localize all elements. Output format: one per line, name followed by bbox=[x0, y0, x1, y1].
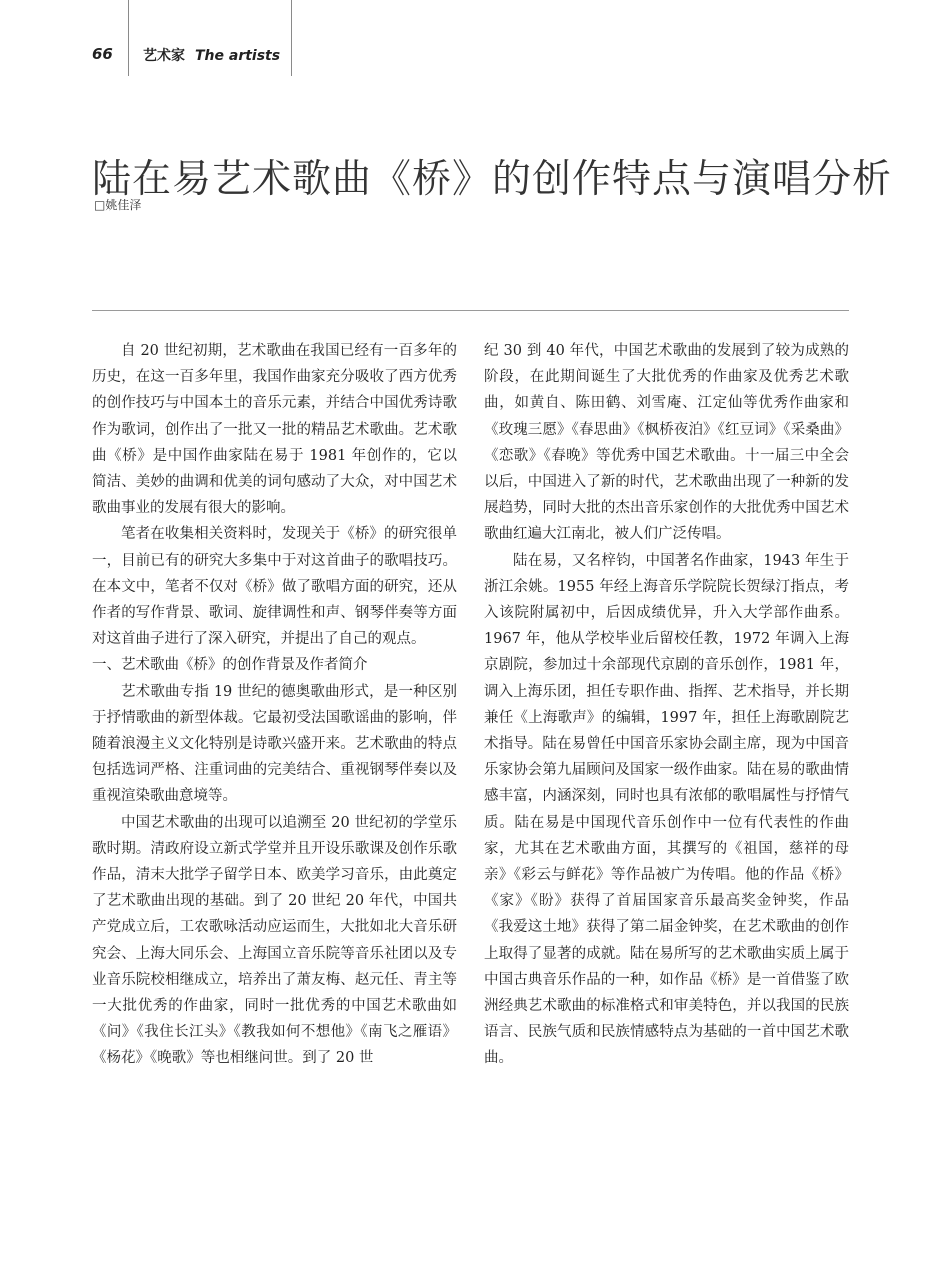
paragraph: 中国艺术歌曲的出现可以追溯至 20 世纪初的学堂乐歌时期。清政府设立新式学堂并且开设乐歌课及创作乐歌作品，清末大批学子留学日本、欧美学习音乐，由此奠定了艺术歌曲出现的基础。到了 20 世纪 20 年代，中国共产党成立后，工农歌咏活动应运而生，大批如北大音乐研究会、上海大同乐会、上海国立音乐院等音乐社团以及专业音乐院校相继成立，培养出了萧友梅、赵元任、青主等一大批优秀的作曲家，同时一批优秀的中国艺术歌曲如《问》《我住长江头》《教我如何不想他》《南飞之雁语》《杨花》《晚歌》等也相继问世。到了 20 世 bbox=[92, 814, 457, 1067]
header-divider-right bbox=[291, 0, 292, 76]
magazine-name bbox=[143, 45, 280, 65]
section-heading: 一、艺术歌曲《桥》的创作背景及作者简介 bbox=[92, 657, 368, 674]
paragraph: 陆在易，又名梓钧，中国著名作曲家，1943 年生于浙江余姚。1955 年经上海音乐学院院长贺绿汀指点，考入该院附属初中，后因成绩优异，升入大学部作曲系。1967 年，他从学校毕业后留校任教，1972 年调入上海京剧院，参加过十余部现代京剧的音乐创作，1981 年，调入上海乐团，担任专职作曲、指挥、艺术指导，并长期兼任《上海歌声》的编辑，1997 年，担任上海歌剧院艺术指导。陆在易曾任中国音乐家协会副主席，现为中国音乐家协会第九届顾问及国家一级作曲家。陆在易的歌曲情感丰富，内涵深刻，同时也具有浓郁的歌唱属性与抒情气质。陆在易是中国现代音乐创作中一位有代表性的作曲家，尤其在艺术歌曲方面，其撰写的《祖国，慈祥的母亲》《彩云与鲜花》等作品被广为传唱。他的作品《桥》《家》《盼》获得了首届国家音乐最高奖金钟奖，作品《我爱这土地》获得了第二届金钟奖，在艺术歌曲的创作上取得了显著的成就。陆在易所写的艺术歌曲实质上属于中国古典音乐作品的一种，如作品《桥》是一首借鉴了欧洲经典艺术歌曲的标准格式和审美特色，并以我国的民族语言、民族气质和民族情感特点为基础的一首中国艺术歌曲。 bbox=[484, 552, 849, 1067]
article-title: 陆在易艺术歌曲《桥》的创作特点与演唱分析 bbox=[92, 157, 893, 203]
magazine-name-cn: 艺术家 bbox=[143, 48, 185, 64]
article-author: □姚佳泽 bbox=[94, 198, 142, 212]
right-column bbox=[484, 338, 849, 1072]
left-column bbox=[92, 338, 457, 1072]
paragraph-continued: 纪 30 到 40 年代，中国艺术歌曲的发展到了较为成熟的阶段，在此期间诞生了大批优秀的作曲家及优秀艺术歌曲，如黄自、陈田鹤、刘雪庵、江定仙等优秀作曲家和《玫瑰三愿》《春思曲》《枫桥夜泊》《红豆词》《采桑曲》《恋歌》《春晚》等优秀中国艺术歌曲。十一届三中全会以后，中国进入了新的时代，艺术歌曲出现了一种新的发展趋势，同时大批的杰出音乐家创作的大批优秀中国艺术歌曲红遍大江南北，被人们广泛传唱。 bbox=[484, 343, 849, 543]
paragraph: 自 20 世纪初期，艺术歌曲在我国已经有一百多年的历史，在这一百多年里，我国作曲家充分吸收了西方优秀的创作技巧与中国本土的音乐元素，并结合中国优秀诗歌作为歌词，创作出了一批又一批的精品艺术歌曲。艺术歌曲《桥》是中国作曲家陆在易于 1981 年创作的，它以简洁、美妙的曲调和优美的词句感动了大众，对中国艺术歌曲事业的发展有很大的影响。 bbox=[92, 343, 457, 517]
page-number: 66 bbox=[92, 45, 113, 63]
magazine-name-en: The artists bbox=[195, 48, 281, 64]
header-divider-left bbox=[128, 0, 129, 76]
paragraph: 艺术歌曲专指 19 世纪的德奥歌曲形式，是一种区别于抒情歌曲的新型体裁。它最初受法国歌谣曲的影响，伴随着浪漫主义文化特别是诗歌兴盛开来。艺术歌曲的特点包括选词严格、注重词曲的完美结合、重视钢琴伴奏以及重视渲染歌曲意境等。 bbox=[92, 683, 457, 805]
paragraph: 笔者在收集相关资料时，发现关于《桥》的研究很单一，目前已有的研究大多集中于对这首曲子的歌唱技巧。在本文中，笔者不仅对《桥》做了歌唱方面的研究，还从作者的写作背景、歌词、旋律调性和声、钢琴伴奏等方面对这首曲子进行了深入研究，并提出了自己的观点。 bbox=[92, 526, 457, 648]
title-divider bbox=[92, 310, 849, 311]
